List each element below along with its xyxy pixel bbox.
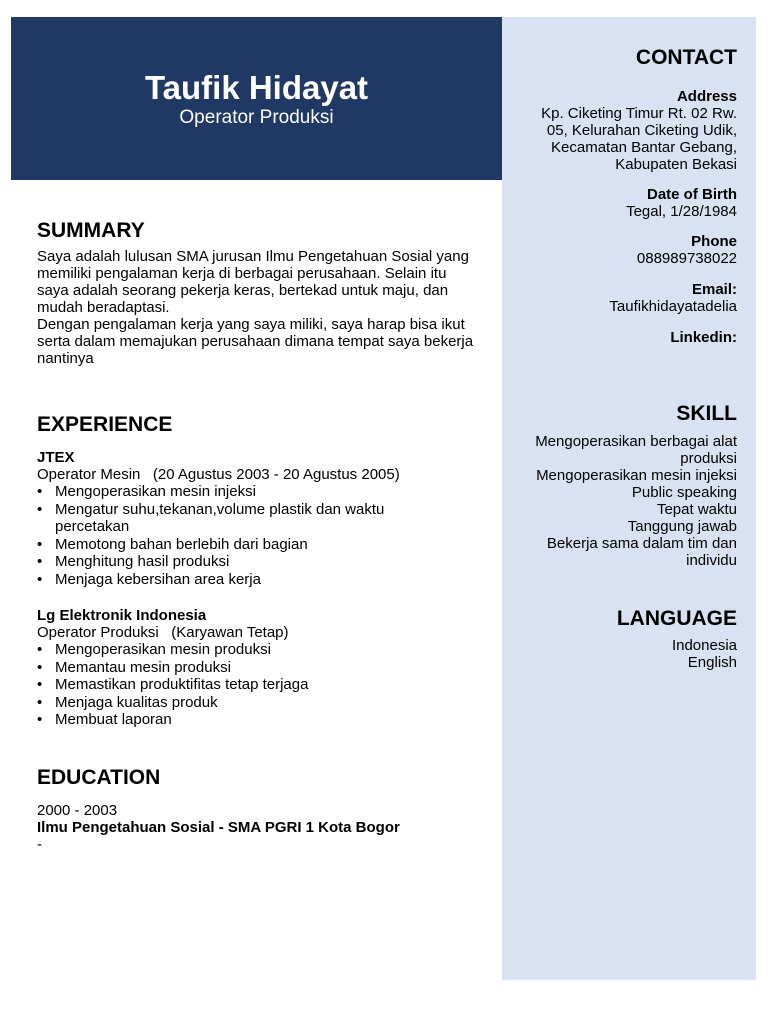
language-heading: LANGUAGE xyxy=(616,607,737,630)
dob-label: Date of Birth xyxy=(647,186,737,203)
skill-item: Public speaking xyxy=(631,484,737,501)
address-line: Kabupaten Bekasi xyxy=(615,156,737,173)
experience-heading: EXPERIENCE xyxy=(37,413,173,436)
skill-item: Bekerja sama dalam tim dan individu xyxy=(546,535,737,569)
education-section xyxy=(37,766,477,790)
email-label: Email: xyxy=(691,281,737,298)
summary-paragraph: Saya adalah lulusan SMA jurusan Ilmu Pengetahuan Sosial yang memiliki pengalaman kerja di berbagai perusahaan. Selain itu saya adalah seorang pekerja keras, bertekad untuk maju, dan mudah beradaptasi. xyxy=(37,248,469,316)
candidate-role: Operator Produksi xyxy=(179,107,334,128)
phone-block xyxy=(520,233,737,267)
skill-list xyxy=(520,433,737,569)
skill-item: Tepat waktu xyxy=(656,501,737,518)
job-task: • Memotong bahan berlebih dari bagian xyxy=(37,536,477,554)
job-position: Operator Produksi (Karyawan Tetap) xyxy=(37,624,289,641)
address-label: Address xyxy=(676,88,737,105)
job-task: • Memantau mesin produksi xyxy=(37,659,477,677)
experience-section xyxy=(37,413,477,437)
job-company: JTEX xyxy=(37,449,75,466)
education-school: Ilmu Pengetahuan Sosial - SMA PGRI 1 Kota Bogor xyxy=(37,819,400,836)
address-line: 05, Kelurahan Ciketing Udik, xyxy=(546,122,737,139)
phone-label: Phone xyxy=(691,233,737,250)
job-position: Operator Mesin (20 Agustus 2003 - 20 Agustus 2005) xyxy=(37,466,400,483)
address-line: Kp. Ciketing Timur Rt. 02 Rw. xyxy=(541,105,737,122)
linkedin-label: Linkedin: xyxy=(670,329,737,346)
email-value: Taufikhidayatadelia xyxy=(609,298,737,315)
sidebar xyxy=(502,17,756,980)
job-task: • Membuat laporan xyxy=(37,711,477,729)
job-entry xyxy=(37,449,477,588)
skill-item: Tanggung jawab xyxy=(627,518,737,535)
job-task: • Menghitung hasil produksi xyxy=(37,553,477,571)
job-task: • Mengatur suhu,tekanan,volume plastik dan waktu percetakan xyxy=(37,501,405,536)
skill-section xyxy=(520,402,737,426)
dob-value: Tegal, 1/28/1984 xyxy=(626,203,737,220)
address-block xyxy=(520,88,737,173)
job-tasks xyxy=(37,641,477,729)
job-task: • Menjaga kualitas produk xyxy=(37,694,477,712)
education-note: - xyxy=(37,836,42,853)
job-task: • Mengoperasikan mesin produksi xyxy=(37,641,477,659)
header-band xyxy=(11,17,502,180)
language-item: Indonesia xyxy=(671,637,737,654)
summary-section xyxy=(37,219,477,243)
language-list xyxy=(520,637,737,671)
job-tasks xyxy=(37,483,477,588)
skill-item: Mengoperasikan mesin injeksi xyxy=(536,467,737,484)
address-line: Kecamatan Bantar Gebang, xyxy=(551,139,737,156)
linkedin-block xyxy=(520,329,737,346)
job-task: • Memastikan produktifitas tetap terjaga xyxy=(37,676,477,694)
job-entry xyxy=(37,607,477,729)
job-company: Lg Elektronik Indonesia xyxy=(37,607,207,624)
contact-section xyxy=(520,46,737,70)
education-heading: EDUCATION xyxy=(37,766,161,789)
education-entry xyxy=(37,802,477,853)
summary-heading: SUMMARY xyxy=(37,219,145,242)
dob-block xyxy=(520,186,737,220)
job-task: • Menjaga kebersihan area kerja xyxy=(37,571,477,589)
skill-heading: SKILL xyxy=(676,402,737,425)
job-task: • Mengoperasikan mesin injeksi xyxy=(37,483,477,501)
phone-value: 088989738022 xyxy=(636,250,737,267)
skill-item: Mengoperasikan berbagai alat produksi xyxy=(535,433,737,467)
email-block xyxy=(520,281,737,315)
summary-text xyxy=(37,248,477,367)
summary-paragraph: Dengan pengalaman kerja yang saya miliki, saya harap bisa ikut serta dalam memajukan perusahaan dimana tempat saya bekerja nantinya xyxy=(37,316,474,367)
education-years: 2000 - 2003 xyxy=(37,802,118,819)
candidate-name: Taufik Hidayat xyxy=(144,69,369,106)
contact-heading: CONTACT xyxy=(635,46,737,69)
language-item: English xyxy=(687,654,737,671)
language-section xyxy=(520,607,737,631)
